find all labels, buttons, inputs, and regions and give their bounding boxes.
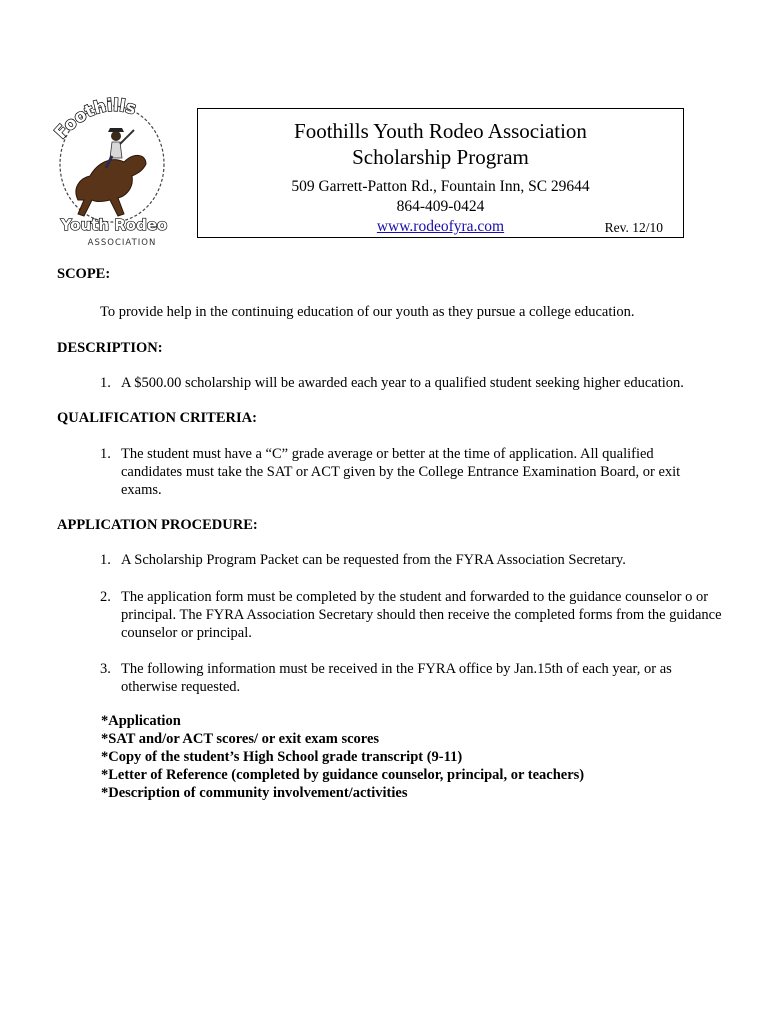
logo-top-text: Foothills (51, 95, 139, 144)
description-item (100, 374, 720, 392)
logo-assoc-text: ASSOCIATION (87, 238, 157, 248)
logo-bottom-text: Youth Rodeo (60, 216, 168, 234)
list-item: *Description of community involvement/activities (101, 785, 408, 801)
revision: Rev. 12/10 (604, 220, 663, 235)
item-number: 1. (100, 446, 111, 462)
website-link[interactable]: www.rodeofyra.com (376, 218, 505, 235)
list-item: *Copy of the student’s High School grade transcript (9-11) (101, 749, 463, 765)
website-row (198, 217, 683, 237)
item-text: A Scholarship Program Packet can be requested from the FYRA Association Secretary. (121, 552, 626, 568)
association-logo (50, 92, 180, 252)
item-number: 1. (100, 552, 111, 568)
procedure-item (100, 588, 722, 642)
list-item: *Application (101, 713, 181, 729)
phone: 864-409-0424 (396, 198, 485, 215)
qualification-item (100, 445, 700, 499)
item-number: 2. (100, 589, 111, 605)
item-text: A $500.00 scholarship will be awarded each year to a qualified student seeking higher education. (121, 375, 684, 391)
header-box (197, 108, 684, 238)
list-item: *Letter of Reference (completed by guidance counselor, principal, or teachers) (101, 767, 585, 783)
item-text: The student must have a “C” grade average or better at the time of application. All qualified candidates must take the SAT or ACT given by the College Entrance Examination Board, or exit exams. (121, 446, 681, 498)
description-heading: DESCRIPTION: (57, 340, 163, 356)
qualification-heading: QUALIFICATION CRITERIA: (57, 410, 257, 426)
scope-heading: SCOPE: (57, 266, 111, 282)
item-number: 1. (100, 375, 111, 391)
list-item: *SAT and/or ACT scores/ or exit exam scores (101, 731, 380, 747)
procedure-item (100, 551, 720, 569)
scope-text: To provide help in the continuing education of our youth as they pursue a college education. (100, 304, 635, 320)
bucking-horse-rider-icon (50, 92, 180, 252)
address: 509 Garrett-Patton Rd., Fountain Inn, SC 29644 (291, 178, 590, 195)
required-items-list (101, 712, 584, 802)
page-title: Foothills Youth Rodeo Association (294, 119, 587, 143)
page-subtitle: Scholarship Program (352, 145, 529, 169)
item-number: 3. (100, 661, 111, 677)
svg-text:Foothills (51, 96, 138, 143)
item-text: The application form must be completed by the student and forwarded to the guidance counselor o or principal. The FYRA Association Secretary should then receive the completed forms from the guidance counselor or principal. (121, 589, 722, 641)
item-text: The following information must be received in the FYRA office by Jan.15th of each year, or as otherwise requested. (121, 661, 672, 695)
procedure-heading: APPLICATION PROCEDURE: (57, 517, 258, 533)
procedure-item (100, 660, 710, 696)
